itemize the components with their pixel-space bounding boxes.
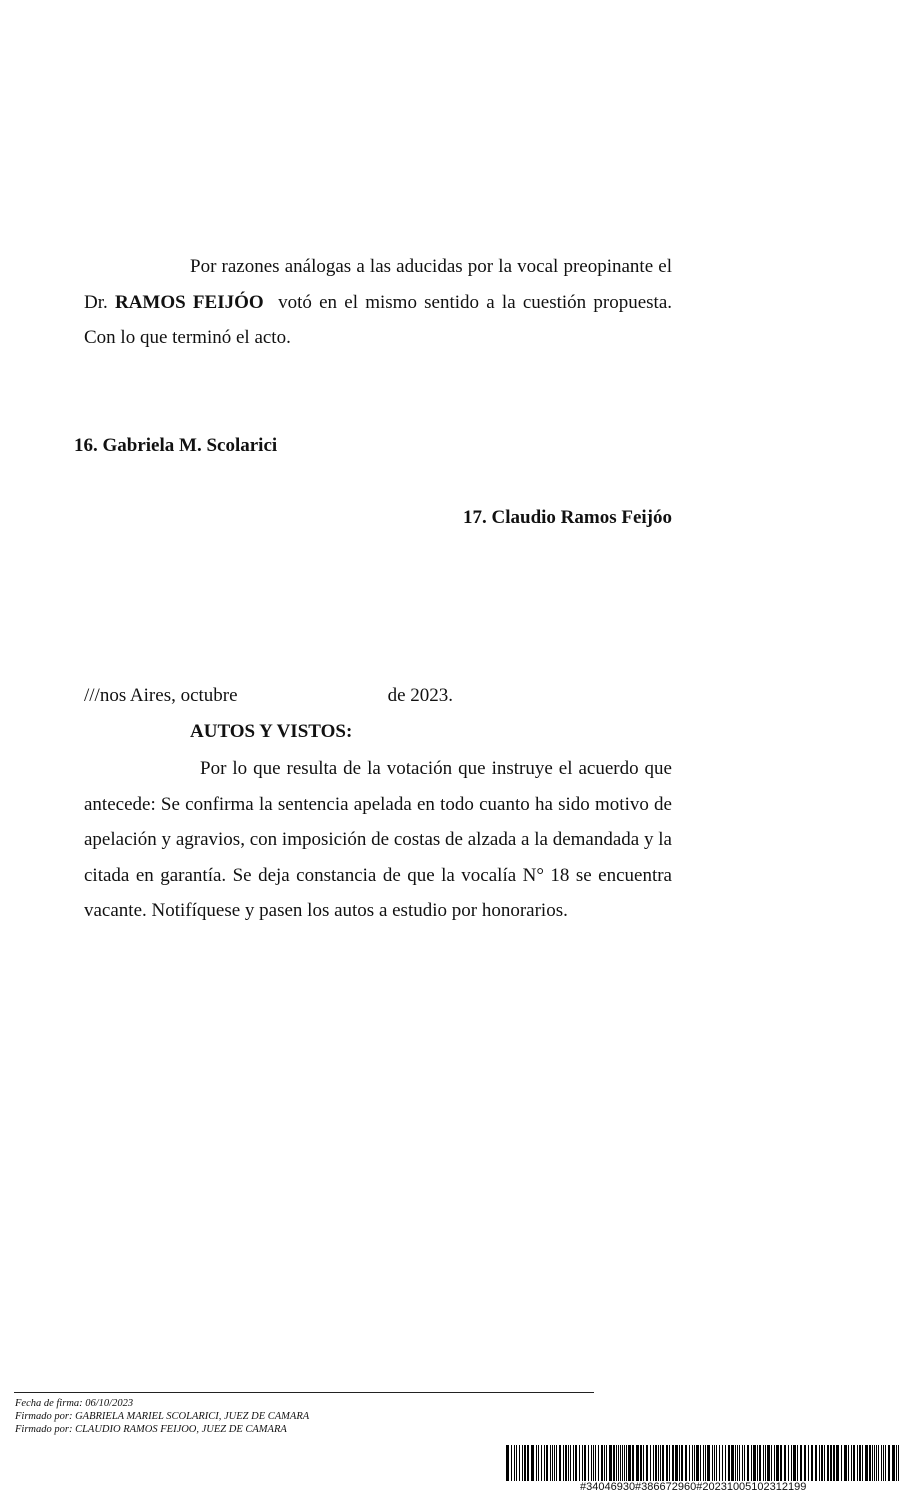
barcode-bar bbox=[759, 1445, 761, 1481]
barcode-bar bbox=[544, 1445, 545, 1481]
barcode-bar bbox=[791, 1445, 792, 1481]
barcode-bar bbox=[827, 1445, 829, 1481]
dateline-place-month: ///nos Aires, octubre bbox=[84, 685, 238, 706]
barcode-bar bbox=[554, 1445, 555, 1481]
barcode-bar bbox=[628, 1445, 631, 1481]
barcode-bar bbox=[872, 1445, 873, 1481]
barcode-bar bbox=[643, 1445, 644, 1481]
barcode-number: #34046930#386672960#20231005102312199 bbox=[580, 1481, 807, 1493]
barcode-bar bbox=[851, 1445, 852, 1481]
barcode-bar bbox=[707, 1445, 710, 1481]
barcode-bar bbox=[632, 1445, 634, 1481]
barcode-bar bbox=[689, 1445, 690, 1481]
barcode-bar bbox=[821, 1445, 823, 1481]
barcode-bar bbox=[626, 1445, 627, 1481]
paragraph-vote-text-before: Por razones análogas a las aducidas por la vocal preopinante el Dr. bbox=[84, 256, 672, 313]
barcode-bar bbox=[767, 1445, 770, 1481]
barcode-bar bbox=[883, 1445, 884, 1481]
signature-ramos-feijoo: 17. Claudio Ramos Feijóo bbox=[463, 507, 672, 528]
barcode-bar bbox=[511, 1445, 512, 1481]
signature-footer bbox=[15, 1397, 309, 1436]
dateline bbox=[84, 684, 453, 708]
barcode-bar bbox=[522, 1445, 523, 1481]
barcode-bar bbox=[550, 1445, 551, 1481]
barcode-bar bbox=[731, 1445, 734, 1481]
barcode-bar bbox=[573, 1445, 574, 1481]
barcode-bar bbox=[865, 1445, 868, 1481]
barcode-bar bbox=[751, 1445, 752, 1481]
barcode-bar bbox=[747, 1445, 749, 1481]
barcode-bar bbox=[719, 1445, 720, 1481]
barcode-bar bbox=[881, 1445, 882, 1481]
paragraph-resolution-text: Por lo que resulta de la votación que instruye el acuerdo que antecede: Se confirma la sentencia apelada en todo cuanto ha sido motivo de apelación y agravios, con imposición de costas de alzada a la demandada y la citada en garantía. Se deja constancia de que la vocalía N° 18 se encuentra vacante. Notifíquese y pasen los autos a estudio por honorarios. bbox=[84, 758, 672, 921]
barcode-bar bbox=[620, 1445, 621, 1481]
paragraph-vote-text-after: votó en el mismo sentido a la cuestión propuesta. Con lo que terminó el acto. bbox=[84, 291, 682, 348]
barcode-bar bbox=[595, 1445, 596, 1481]
barcode-bar bbox=[735, 1445, 736, 1481]
barcode-bar bbox=[675, 1445, 678, 1481]
barcode-bar bbox=[685, 1445, 687, 1481]
barcode-bar bbox=[836, 1445, 839, 1481]
barcode-bar bbox=[830, 1445, 832, 1481]
barcode-bar bbox=[655, 1445, 657, 1481]
barcode-bar bbox=[771, 1445, 772, 1481]
barcode-bar bbox=[584, 1445, 586, 1481]
barcode-bar bbox=[519, 1445, 520, 1481]
barcode-bar bbox=[725, 1445, 726, 1481]
barcode-bar bbox=[575, 1445, 577, 1481]
barcode-bar bbox=[896, 1445, 897, 1481]
footer-divider bbox=[14, 1392, 594, 1393]
barcode-bar bbox=[862, 1445, 863, 1481]
barcode-bar bbox=[744, 1445, 745, 1481]
barcode-bar bbox=[703, 1445, 704, 1481]
barcode-image bbox=[506, 1445, 902, 1481]
barcode-bar bbox=[824, 1445, 825, 1481]
barcode-bar bbox=[579, 1445, 580, 1481]
barcode-bar bbox=[757, 1445, 758, 1481]
barcode-bar bbox=[531, 1445, 534, 1481]
barcode-bar bbox=[606, 1445, 607, 1481]
barcode-bar bbox=[898, 1445, 899, 1481]
barcode-bar bbox=[696, 1445, 699, 1481]
barcode-bar bbox=[552, 1445, 553, 1481]
barcode-bar bbox=[892, 1445, 895, 1481]
barcode-bar bbox=[598, 1445, 599, 1481]
barcode-bar bbox=[788, 1445, 789, 1481]
barcode-bar bbox=[669, 1445, 670, 1481]
barcode-bar bbox=[593, 1445, 594, 1481]
barcode-bar bbox=[888, 1445, 890, 1481]
dateline-year: de 2023. bbox=[387, 685, 453, 706]
barcode-bar bbox=[753, 1445, 756, 1481]
barcode-bar bbox=[728, 1445, 730, 1481]
signature-scolarici: 16. Gabriela M. Scolarici bbox=[74, 435, 278, 456]
barcode-bar bbox=[878, 1445, 879, 1481]
barcode-bar bbox=[780, 1445, 782, 1481]
barcode-bar bbox=[742, 1445, 743, 1481]
barcode-bar bbox=[765, 1445, 766, 1481]
section-heading: AUTOS Y VISTOS: bbox=[190, 721, 353, 742]
barcode-bar bbox=[885, 1445, 886, 1481]
barcode-bar bbox=[588, 1445, 589, 1481]
barcode-bar bbox=[714, 1445, 715, 1481]
barcode-bar bbox=[568, 1445, 569, 1481]
barcode-bar bbox=[700, 1445, 701, 1481]
barcode-bar bbox=[604, 1445, 605, 1481]
barcode-bar bbox=[716, 1445, 717, 1481]
barcode-bar bbox=[737, 1445, 738, 1481]
barcode-bar bbox=[853, 1445, 855, 1481]
barcode-bar bbox=[784, 1445, 786, 1481]
barcode-bar bbox=[618, 1445, 619, 1481]
barcode-bar bbox=[819, 1445, 820, 1481]
barcode-bar bbox=[559, 1445, 561, 1481]
paragraph-resolution bbox=[84, 751, 672, 929]
barcode-bar bbox=[844, 1445, 847, 1481]
barcode-bar bbox=[869, 1445, 871, 1481]
barcode-bar bbox=[797, 1445, 798, 1481]
barcode-bar bbox=[666, 1445, 668, 1481]
barcode-bar bbox=[624, 1445, 625, 1481]
barcode-bar bbox=[616, 1445, 617, 1481]
barcode-bar bbox=[653, 1445, 654, 1481]
barcode-bar bbox=[541, 1445, 542, 1481]
barcode-bar bbox=[640, 1445, 642, 1481]
barcode-bar bbox=[739, 1445, 740, 1481]
barcode-bar bbox=[793, 1445, 796, 1481]
judge-name-bold: RAMOS FEIJÓO bbox=[114, 291, 264, 313]
barcode-bar bbox=[848, 1445, 849, 1481]
barcode-bar bbox=[681, 1445, 683, 1481]
barcode-bar bbox=[536, 1445, 537, 1481]
barcode-bar bbox=[646, 1445, 648, 1481]
barcode-bar bbox=[763, 1445, 764, 1481]
signing-date: Fecha de firma: 06/10/2023 bbox=[15, 1398, 134, 1409]
barcode-bar bbox=[722, 1445, 723, 1481]
barcode-bar bbox=[563, 1445, 564, 1481]
barcode-bar bbox=[874, 1445, 875, 1481]
signed-by-1: Firmado por: GABRIELA MARIEL SCOLARICI, JUEZ DE CAMARA bbox=[15, 1411, 310, 1422]
barcode-bar bbox=[841, 1445, 842, 1481]
barcode-bar bbox=[876, 1445, 877, 1481]
barcode-bar bbox=[506, 1445, 509, 1481]
barcode-bar bbox=[692, 1445, 693, 1481]
barcode-bar bbox=[679, 1445, 680, 1481]
barcode-bar bbox=[815, 1445, 817, 1481]
barcode-bar bbox=[660, 1445, 661, 1481]
barcode-bar bbox=[694, 1445, 695, 1481]
barcode-bar bbox=[609, 1445, 612, 1481]
barcode-bar bbox=[524, 1445, 526, 1481]
barcode-bar bbox=[516, 1445, 517, 1481]
barcode-bar bbox=[591, 1445, 592, 1481]
barcode-bar bbox=[613, 1445, 615, 1481]
barcode-bar bbox=[811, 1445, 813, 1481]
barcode-bar bbox=[527, 1445, 529, 1481]
barcode-bar bbox=[808, 1445, 809, 1481]
barcode-bar bbox=[672, 1445, 674, 1481]
barcode-bar bbox=[546, 1445, 548, 1481]
barcode-bar bbox=[800, 1445, 802, 1481]
barcode-bar bbox=[622, 1445, 623, 1481]
barcode-bar bbox=[859, 1445, 861, 1481]
barcode-bar bbox=[514, 1445, 515, 1481]
paragraph-vote bbox=[84, 249, 682, 356]
barcode-bar bbox=[774, 1445, 775, 1481]
barcode-bar bbox=[705, 1445, 706, 1481]
barcode-bar bbox=[658, 1445, 659, 1481]
barcode-bar bbox=[636, 1445, 639, 1481]
barcode-bar bbox=[650, 1445, 651, 1481]
barcode-bar bbox=[804, 1445, 806, 1481]
barcode-bar bbox=[601, 1445, 603, 1481]
barcode-bar bbox=[556, 1445, 557, 1481]
barcode-bar bbox=[565, 1445, 567, 1481]
barcode-bar bbox=[582, 1445, 583, 1481]
barcode-bar bbox=[776, 1445, 779, 1481]
barcode-bar bbox=[857, 1445, 858, 1481]
signed-by-2: Firmado por: CLAUDIO RAMOS FEIJOO, JUEZ DE CAMARA bbox=[15, 1424, 287, 1435]
barcode-bar bbox=[662, 1445, 664, 1481]
barcode-bar bbox=[833, 1445, 835, 1481]
barcode-bar bbox=[570, 1445, 571, 1481]
barcode-bar bbox=[712, 1445, 713, 1481]
barcode-bar bbox=[538, 1445, 539, 1481]
